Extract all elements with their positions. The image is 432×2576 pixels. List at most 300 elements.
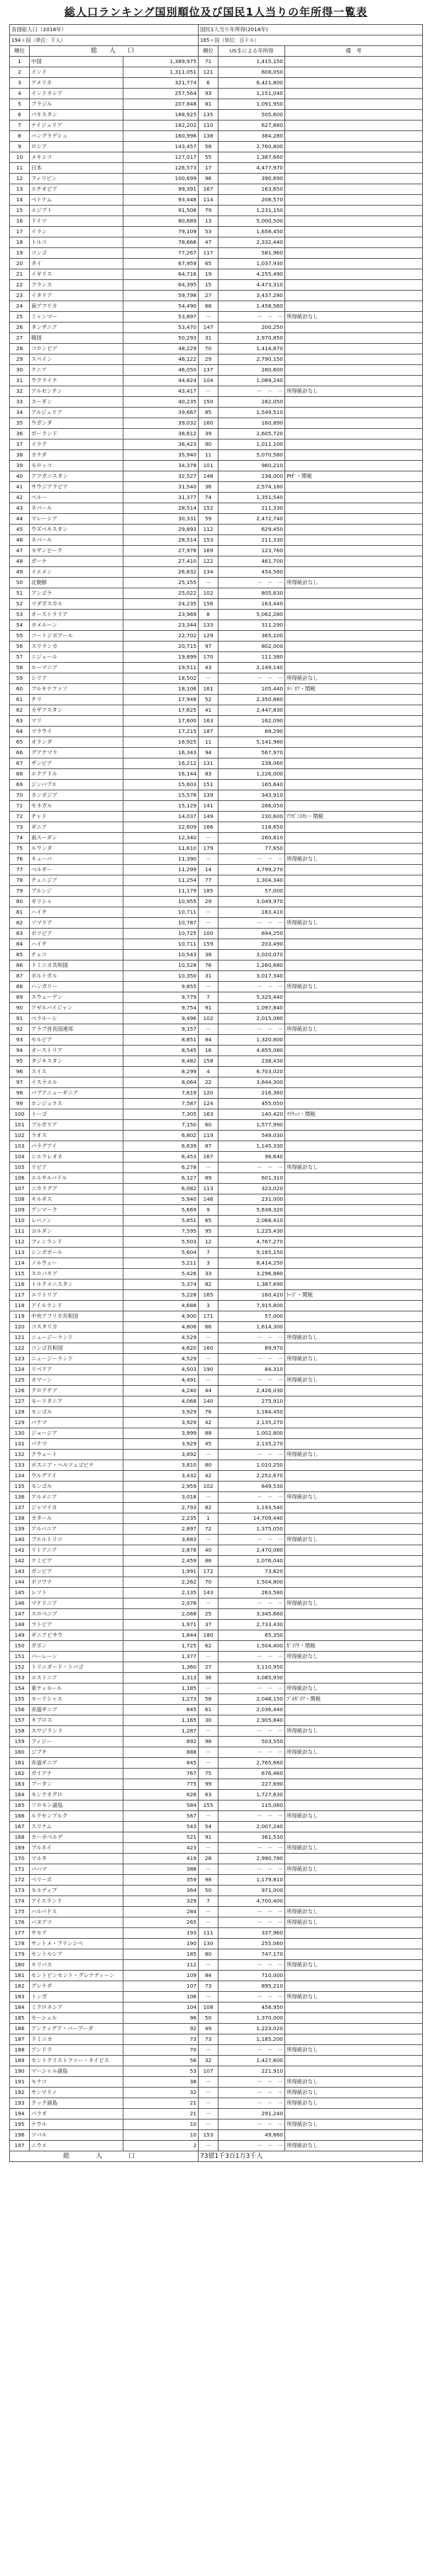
rank-cell: 75 bbox=[10, 844, 30, 854]
population-cell: 419 bbox=[123, 1854, 199, 1864]
income-cell: 2,447,830 bbox=[218, 705, 285, 716]
rank-cell: 85 bbox=[10, 950, 30, 961]
note-cell: ﾌﾞﾙｶﾞﾘｱ・関税 bbox=[285, 1694, 423, 1705]
note-cell: 所得統計なし bbox=[285, 1917, 423, 1928]
income-cell: 710,000 bbox=[218, 1971, 285, 1981]
population-cell: 2,959 bbox=[123, 1482, 199, 1492]
country-name-cell: リビア bbox=[30, 1163, 123, 1173]
note-cell bbox=[285, 1801, 423, 1811]
note-cell bbox=[285, 408, 423, 418]
rank-cell: 108 bbox=[10, 1194, 30, 1205]
income-cell: 4,700,400 bbox=[218, 1896, 285, 1907]
country-name-cell: カザフスタン bbox=[30, 705, 123, 716]
rank-cell: 134 bbox=[10, 1471, 30, 1482]
country-name-cell: カンボジア bbox=[30, 790, 123, 801]
population-cell: 16,212 bbox=[123, 758, 199, 769]
rank-cell: 176 bbox=[10, 1917, 30, 1928]
population-cell: 35,940 bbox=[123, 450, 199, 461]
country-name-cell: バングラデシュ bbox=[30, 131, 123, 142]
country-name-cell: ルーマニア bbox=[30, 663, 123, 673]
income-cell: 1,427,600 bbox=[218, 2056, 285, 2066]
income-rank-cell: 190 bbox=[199, 1365, 218, 1375]
rank-cell: 157 bbox=[10, 1715, 30, 1726]
note-cell bbox=[285, 737, 423, 748]
table-row bbox=[10, 1896, 423, 1907]
table-row bbox=[10, 1056, 423, 1067]
note-cell bbox=[285, 461, 423, 471]
income-rank-cell: 76 bbox=[199, 1407, 218, 1418]
population-cell: 388 bbox=[123, 1864, 199, 1875]
population-cell: 1,287 bbox=[123, 1726, 199, 1737]
rank-cell: 53 bbox=[10, 610, 30, 620]
population-cell: 38,612 bbox=[123, 429, 199, 439]
income-rank-cell: 159 bbox=[199, 939, 218, 950]
table-row bbox=[10, 1630, 423, 1641]
country-name-cell: チャド bbox=[30, 812, 123, 822]
income-cell: 627,880 bbox=[218, 121, 285, 131]
note-cell bbox=[285, 259, 423, 269]
rank-cell: 64 bbox=[10, 727, 30, 737]
population-cell: 104 bbox=[123, 2003, 199, 2013]
note-cell: 所得統計なし bbox=[285, 918, 423, 929]
income-cell: 4,477,970 bbox=[218, 163, 285, 174]
note-cell bbox=[285, 1471, 423, 1482]
note-cell: 所得統計なし bbox=[285, 2045, 423, 2056]
country-name-cell: オーストリア bbox=[30, 1046, 123, 1056]
note-cell: 所得統計なし bbox=[285, 1163, 423, 1173]
country-name-cell: ガーナ bbox=[30, 556, 123, 567]
country-name-cell: イラン bbox=[30, 227, 123, 237]
income-rank-cell: 152 bbox=[199, 503, 218, 514]
income-cell: － － － bbox=[218, 2077, 285, 2088]
population-cell: 3,999 bbox=[123, 1428, 199, 1439]
rank-cell: 57 bbox=[10, 652, 30, 663]
table-row bbox=[10, 1545, 423, 1556]
note-cell bbox=[285, 429, 423, 439]
income-rank-cell: 87 bbox=[199, 1141, 218, 1152]
table-row bbox=[10, 1854, 423, 1864]
income-cell: 895,210 bbox=[218, 1981, 285, 1992]
income-rank-cell: 124 bbox=[199, 1099, 218, 1109]
income-rank-cell: 110 bbox=[199, 121, 218, 131]
note-cell bbox=[285, 939, 423, 950]
income-cell: 200,250 bbox=[218, 323, 285, 333]
population-cell: 160,996 bbox=[123, 131, 199, 142]
country-name-cell: バルバドス bbox=[30, 1907, 123, 1917]
population-cell: 7,587 bbox=[123, 1099, 199, 1109]
table-row bbox=[10, 929, 423, 939]
income-rank-cell: 73 bbox=[199, 2034, 218, 2045]
table-row bbox=[10, 1311, 423, 1322]
population-cell: 4,068 bbox=[123, 1396, 199, 1407]
income-rank-cell: 93 bbox=[199, 89, 218, 99]
country-name-cell: アルゼンチン bbox=[30, 386, 123, 397]
income-cell: 111,380 bbox=[218, 652, 285, 663]
country-name-cell: マリ bbox=[30, 716, 123, 727]
income-header: US＄による年所得 bbox=[218, 46, 285, 57]
table-row bbox=[10, 1460, 423, 1471]
country-name-cell: オーストラリア bbox=[30, 610, 123, 620]
country-name-cell: ノルウェー bbox=[30, 1258, 123, 1269]
income-cell: 227,690 bbox=[218, 1779, 285, 1790]
rank-cell: 189 bbox=[10, 2056, 30, 2066]
rank-cell: 184 bbox=[10, 2003, 30, 2013]
note-cell bbox=[285, 1949, 423, 1960]
note-cell bbox=[285, 599, 423, 610]
note-cell bbox=[285, 1439, 423, 1450]
population-cell: 40,235 bbox=[123, 397, 199, 408]
table-row bbox=[10, 227, 423, 237]
country-name-cell: グアテマラ bbox=[30, 748, 123, 758]
note-cell: 所得統計なし bbox=[285, 1598, 423, 1609]
income-cell: － － － bbox=[218, 982, 285, 992]
note-cell bbox=[285, 1460, 423, 1471]
rank-cell: 9 bbox=[10, 142, 30, 152]
note-cell bbox=[285, 1035, 423, 1046]
population-cell: 38 bbox=[123, 2077, 199, 2088]
rank-cell: 122 bbox=[10, 1343, 30, 1354]
population-cell: 284 bbox=[123, 1907, 199, 1917]
income-cell: 1,414,870 bbox=[218, 344, 285, 354]
note-cell bbox=[285, 1216, 423, 1226]
table-row bbox=[10, 727, 423, 737]
rank-cell: 48 bbox=[10, 556, 30, 567]
population-cell: 7,595 bbox=[123, 1226, 199, 1237]
rank-cell: 27 bbox=[10, 333, 30, 344]
income-rank-cell: 11 bbox=[199, 737, 218, 748]
population-cell: 3,929 bbox=[123, 1418, 199, 1428]
population-cell: 845 bbox=[123, 1758, 199, 1769]
country-name-cell: コンゴ共和国 bbox=[30, 1343, 123, 1354]
rank-cell: 68 bbox=[10, 769, 30, 780]
note-cell bbox=[285, 2013, 423, 2024]
note-cell: 所得統計なし bbox=[285, 1535, 423, 1545]
country-name-cell: ギリシャ bbox=[30, 897, 123, 907]
income-cell: 3,110,950 bbox=[218, 1662, 285, 1673]
population-cell: 1,165 bbox=[123, 1715, 199, 1726]
income-cell: － － － bbox=[218, 2098, 285, 2109]
table-row bbox=[10, 2056, 423, 2066]
population-cell: 79,109 bbox=[123, 227, 199, 237]
population-cell: 845 bbox=[123, 1705, 199, 1715]
country-name-cell: ミクロネシア bbox=[30, 2003, 123, 2013]
country-name-cell: サントメ・プリンシペ bbox=[30, 1939, 123, 1949]
population-cell: 109 bbox=[123, 1971, 199, 1981]
note-cell: Ptfﾟ・関税 bbox=[285, 471, 423, 482]
note-cell bbox=[285, 1928, 423, 1939]
note-cell bbox=[285, 1577, 423, 1588]
table-row bbox=[10, 323, 423, 333]
population-cell: 143,457 bbox=[123, 142, 199, 152]
note-cell bbox=[285, 1322, 423, 1333]
rank-cell: 59 bbox=[10, 673, 30, 684]
table-row bbox=[10, 1163, 423, 1173]
country-name-cell: マケドニア bbox=[30, 1598, 123, 1609]
note-cell bbox=[285, 67, 423, 78]
rank-cell: 170 bbox=[10, 1854, 30, 1864]
country-name-cell: キプロス bbox=[30, 1715, 123, 1726]
table-row bbox=[10, 1428, 423, 1439]
rank-cell: 133 bbox=[10, 1460, 30, 1471]
country-name-cell: クック諸島 bbox=[30, 2098, 123, 2109]
table-row bbox=[10, 429, 423, 439]
country-name-cell: パラオ bbox=[30, 2109, 123, 2119]
income-cell: 275,910 bbox=[218, 1396, 285, 1407]
income-cell: 291,240 bbox=[218, 2109, 285, 2119]
rank-cell: 168 bbox=[10, 1832, 30, 1843]
population-cell: 4,808 bbox=[123, 1322, 199, 1333]
country-name-cell: ガンビア bbox=[30, 1567, 123, 1577]
population-cell: 3,018 bbox=[123, 1492, 199, 1503]
income-rank-cell: 7 bbox=[199, 1248, 218, 1258]
note-cell bbox=[285, 652, 423, 663]
country-name-cell: モンゴル bbox=[30, 1482, 123, 1492]
country-name-cell: セネガル bbox=[30, 801, 123, 812]
income-cell: 1,415,150 bbox=[218, 57, 285, 67]
rank-cell: 103 bbox=[10, 1141, 30, 1152]
population-cell: 4,900 bbox=[123, 1311, 199, 1322]
country-name-cell: ベリーズ bbox=[30, 1875, 123, 1886]
population-cell: 31,377 bbox=[123, 493, 199, 503]
income-cell: 1,504,400 bbox=[218, 1641, 285, 1652]
table-row bbox=[10, 1875, 423, 1886]
table-row bbox=[10, 301, 423, 312]
population-cell: 5,228 bbox=[123, 1290, 199, 1301]
table-row bbox=[10, 673, 423, 684]
rank-cell: 143 bbox=[10, 1567, 30, 1577]
note-cell bbox=[285, 206, 423, 216]
population-cell: 19,511 bbox=[123, 663, 199, 673]
table-row bbox=[10, 1556, 423, 1567]
country-name-cell: マラウイ bbox=[30, 727, 123, 737]
population-cell: 5,374 bbox=[123, 1279, 199, 1290]
income-rank-cell: 94 bbox=[199, 748, 218, 758]
table-row bbox=[10, 1779, 423, 1790]
population-cell: 265 bbox=[123, 1917, 199, 1928]
income-cell: － － － bbox=[218, 1917, 285, 1928]
income-rank-cell: － bbox=[199, 2109, 218, 2119]
table-row bbox=[10, 1715, 423, 1726]
rank-cell: 99 bbox=[10, 1099, 30, 1109]
table-row bbox=[10, 418, 423, 429]
table-row bbox=[10, 1216, 423, 1226]
income-cell: 211,330 bbox=[218, 535, 285, 546]
country-name-cell: マダガスカル bbox=[30, 599, 123, 610]
rank-cell: 118 bbox=[10, 1301, 30, 1311]
note-cell: 所得統計なし bbox=[285, 2119, 423, 2130]
population-cell: 1,311,051 bbox=[123, 67, 199, 78]
table-row bbox=[10, 812, 423, 822]
population-cell: 2,459 bbox=[123, 1556, 199, 1567]
table-row bbox=[10, 1843, 423, 1854]
income-cell: － － － bbox=[218, 2088, 285, 2098]
rank-cell: 152 bbox=[10, 1662, 30, 1673]
income-cell: － － － bbox=[218, 1747, 285, 1758]
country-name-cell: トンガ bbox=[30, 1992, 123, 2003]
rank-cell: 84 bbox=[10, 939, 30, 950]
country-name-cell: ボスニア・ヘルツェゴビナ bbox=[30, 1460, 123, 1471]
rank-cell: 23 bbox=[10, 291, 30, 301]
population-cell: 4,529 bbox=[123, 1354, 199, 1365]
table-row bbox=[10, 1131, 423, 1141]
rank-cell: 82 bbox=[10, 918, 30, 929]
income-rank-cell: 12 bbox=[199, 1237, 218, 1248]
population-cell: 188,925 bbox=[123, 110, 199, 121]
rank-cell: 46 bbox=[10, 535, 30, 546]
table-row bbox=[10, 1705, 423, 1715]
population-cell: 4,620 bbox=[123, 1343, 199, 1354]
income-rank-cell: 3 bbox=[199, 1301, 218, 1311]
rank-cell: 106 bbox=[10, 1173, 30, 1184]
population-cell: 17,215 bbox=[123, 727, 199, 737]
income-cell: 2,574,180 bbox=[218, 482, 285, 493]
country-name-cell: ハンガリー bbox=[30, 982, 123, 992]
population-cell: 17,600 bbox=[123, 716, 199, 727]
population-cell: 321,774 bbox=[123, 78, 199, 89]
population-cell: 2,878 bbox=[123, 1545, 199, 1556]
note-cell bbox=[285, 291, 423, 301]
table-row bbox=[10, 705, 423, 716]
income-cell: 2,472,740 bbox=[218, 514, 285, 525]
income-rank-cell: 54 bbox=[199, 1822, 218, 1832]
income-rank-cell: 19 bbox=[199, 269, 218, 280]
population-cell: 21 bbox=[123, 2109, 199, 2119]
rank-cell: 20 bbox=[10, 259, 30, 269]
country-name-cell: ニジェール bbox=[30, 652, 123, 663]
country-name-cell: アイスランド bbox=[30, 1896, 123, 1907]
note-cell: 所得統計なし bbox=[285, 1450, 423, 1460]
table-row bbox=[10, 471, 423, 482]
population-cell: 2,235 bbox=[123, 1513, 199, 1524]
income-cell: 282,050 bbox=[218, 397, 285, 408]
population-cell: 6,278 bbox=[123, 1163, 199, 1173]
population-cell: 6,082 bbox=[123, 1184, 199, 1194]
income-rank-cell: 50 bbox=[199, 2013, 218, 2024]
population-cell: 20,715 bbox=[123, 642, 199, 652]
country-name-cell: オランダ bbox=[30, 737, 123, 748]
income-cell: 567,970 bbox=[218, 748, 285, 758]
country-name-cell: エチオピア bbox=[30, 184, 123, 195]
country-name-cell: バーレーン bbox=[30, 1652, 123, 1662]
rank-cell: 121 bbox=[10, 1333, 30, 1343]
income-rank-cell: 91 bbox=[199, 1832, 218, 1843]
population-cell: 32,527 bbox=[123, 471, 199, 482]
population-cell: 207,848 bbox=[123, 99, 199, 110]
table-row bbox=[10, 195, 423, 206]
table-row bbox=[10, 1939, 423, 1949]
country-name-cell: ナミビア bbox=[30, 1556, 123, 1567]
population-cell: 190 bbox=[123, 1939, 199, 1949]
rank-cell: 51 bbox=[10, 588, 30, 599]
income-cell: － － － bbox=[218, 1843, 285, 1854]
income-cell: 89,970 bbox=[218, 1343, 285, 1354]
note-cell bbox=[285, 758, 423, 769]
country-name-cell: エジプト bbox=[30, 206, 123, 216]
note-cell bbox=[285, 631, 423, 642]
income-rank-cell: 33 bbox=[199, 1269, 218, 1279]
income-cell: 2,149,140 bbox=[218, 663, 285, 673]
country-name-cell: デンマーク bbox=[30, 1205, 123, 1216]
note-cell: 所得統計なし bbox=[285, 1684, 423, 1694]
income-cell: 1,179,810 bbox=[218, 1875, 285, 1886]
rank-cell: 12 bbox=[10, 174, 30, 184]
population-cell: 11,390 bbox=[123, 854, 199, 865]
population-cell: 543 bbox=[123, 1822, 199, 1832]
population-cell: 39,667 bbox=[123, 408, 199, 418]
table-row bbox=[10, 280, 423, 291]
income-cell: 5,000,500 bbox=[218, 216, 285, 227]
note-cell: 所得統計なし bbox=[285, 312, 423, 323]
note-cell bbox=[285, 1301, 423, 1311]
note-cell bbox=[285, 1503, 423, 1513]
table-row bbox=[10, 1184, 423, 1194]
note-cell bbox=[285, 1513, 423, 1524]
country-name-cell: ポーランド bbox=[30, 429, 123, 439]
income-rank-cell: 82 bbox=[199, 1279, 218, 1290]
income-rank-cell: 70 bbox=[199, 344, 218, 354]
income-rank-cell: 185 bbox=[199, 886, 218, 897]
table-row bbox=[10, 610, 423, 620]
income-cell: 311,290 bbox=[218, 620, 285, 631]
table-row bbox=[10, 1747, 423, 1758]
note-cell bbox=[285, 1769, 423, 1779]
rank-cell: 126 bbox=[10, 1386, 30, 1396]
rank-cell: 138 bbox=[10, 1513, 30, 1524]
population-cell: 8,545 bbox=[123, 1046, 199, 1056]
population-group-subtitle: 194ヶ国（単位：千人） bbox=[10, 35, 199, 46]
country-name-cell: サモア bbox=[30, 1928, 123, 1939]
population-cell: 93,448 bbox=[123, 195, 199, 206]
population-cell: 11,254 bbox=[123, 875, 199, 886]
table-row bbox=[10, 907, 423, 918]
rank-cell: 40 bbox=[10, 471, 30, 482]
country-name-cell: カメルーン bbox=[30, 620, 123, 631]
country-name-cell: ギニアビサウ bbox=[30, 1630, 123, 1641]
income-rank-cell: － bbox=[199, 1598, 218, 1609]
rank-cell: 141 bbox=[10, 1545, 30, 1556]
population-cell: 48,229 bbox=[123, 344, 199, 354]
income-cell: 1,231,150 bbox=[218, 206, 285, 216]
population-cell: 15,578 bbox=[123, 790, 199, 801]
income-rank-cell: － bbox=[199, 918, 218, 929]
table-row bbox=[10, 535, 423, 546]
rank-cell: 155 bbox=[10, 1694, 30, 1705]
income-rank-cell: 84 bbox=[199, 1971, 218, 1981]
table-row bbox=[10, 588, 423, 599]
table-row bbox=[10, 365, 423, 376]
income-rank-cell: 42 bbox=[199, 1418, 218, 1428]
income-cell: 165,640 bbox=[218, 780, 285, 790]
note-cell bbox=[285, 961, 423, 971]
income-cell: 280,600 bbox=[218, 365, 285, 376]
income-cell: － － － bbox=[218, 312, 285, 323]
rank-cell: 7 bbox=[10, 121, 30, 131]
income-cell: 2,790,150 bbox=[218, 354, 285, 365]
rank-cell: 191 bbox=[10, 2077, 30, 2088]
income-rank-cell: － bbox=[199, 1811, 218, 1822]
income-rank-cell: 81 bbox=[199, 99, 218, 110]
income-cell: 454,580 bbox=[218, 567, 285, 578]
table-row bbox=[10, 269, 423, 280]
country-name-cell: ソロモン諸島 bbox=[30, 1801, 123, 1811]
country-name-cell: ニュージーランド bbox=[30, 1333, 123, 1343]
income-rank-cell: － bbox=[199, 1163, 218, 1173]
income-cell: 211,330 bbox=[218, 503, 285, 514]
population-cell: 59,798 bbox=[123, 291, 199, 301]
table-row bbox=[10, 461, 423, 471]
rank-cell: 39 bbox=[10, 461, 30, 471]
income-cell: － － － bbox=[218, 1684, 285, 1694]
